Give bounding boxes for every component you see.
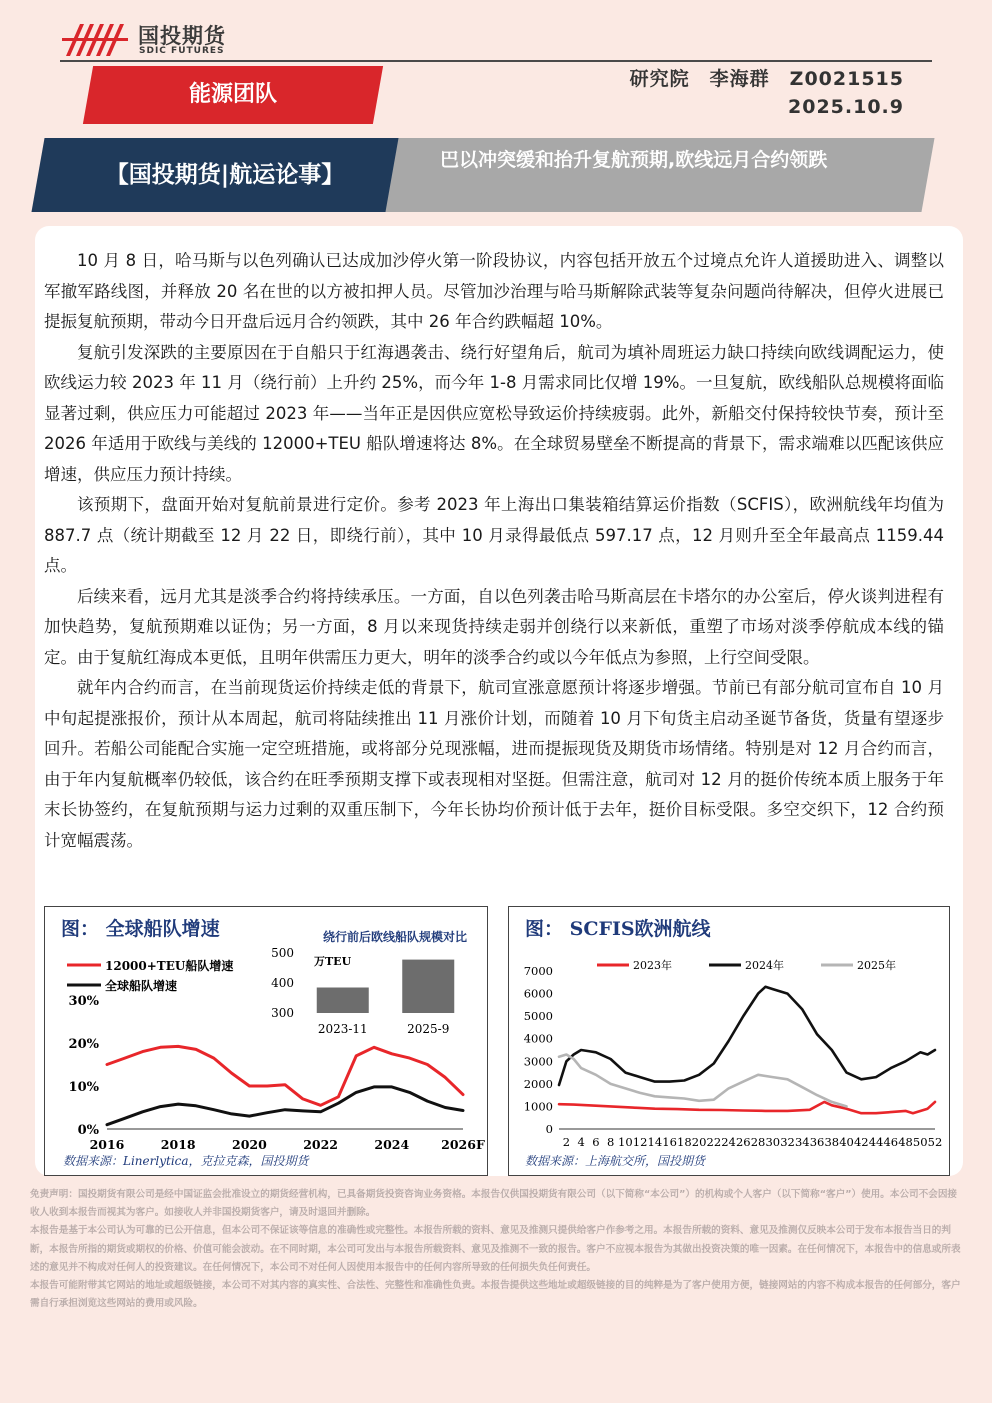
- x-tick-label: 2: [562, 1135, 571, 1149]
- company-logo: [62, 20, 262, 60]
- paragraph: 就年内合约而言，在当前现货运价持续走低的背景下，航司宣涨意愿预计将逐步增强。节前已有部分航司宣布自 10 月中旬起提涨报价，预计从本周起，航司将陆续推出 11 月涨价计划，而随着 10 月下旬货主启动圣诞节备货，货量有望逐步回升。若船公司能配合实施一定空班措施，或将部分兑现涨幅，进而提振现货及期货市场情绪。特别是对 12 月合约而言，由于年内复航概率仍较低，该合约在旺季预期支撑下或表现相对坚挺。但需注意，航司对 12 月的挺价传统本质上服务于年末长协签约，在复航预期与运力过剩的双重压制下，今年长协均价预计低于去年，挺价目标受限。多空交织下，12 合约预计宽幅震荡。: [44, 678, 944, 850]
- x-tick-label: 38: [824, 1135, 840, 1149]
- series-line-1: [559, 1102, 935, 1113]
- legend-label: 2025年: [857, 959, 896, 972]
- y-tick-label: 7000: [523, 964, 553, 978]
- y-tick-label: 2000: [523, 1076, 553, 1091]
- disclaimer-paragraph: 本报告可能附带其它网站的地址或超级链接，本公司不对其内容的真实性、合法性、完整性和准确性负责。本报告提供这些地址或超级链接的目的纯粹是为了客户使用方便，链接网站的内容不构成本报告的任何部分，客户需自行承担浏览这些网站的费用或风险。: [30, 1280, 961, 1310]
- inset-x-tick-label: 2025-9: [407, 1022, 450, 1036]
- chart-source: 数据来源：上海航交所，国投期货: [525, 1154, 706, 1168]
- series-line-2: [107, 1087, 463, 1125]
- x-tick-label: 20: [691, 1135, 707, 1149]
- x-tick-label: 6: [592, 1135, 600, 1149]
- disclaimer: [30, 1186, 966, 1313]
- x-tick-label: 22: [706, 1135, 722, 1149]
- y-tick-label: 4000: [523, 1031, 553, 1046]
- x-tick-label: 8: [606, 1135, 615, 1149]
- paragraph: 后续来看，远月尤其是淡季合约将持续承压。一方面，自以色列袭击哈马斯高层在卡塔尔的办公室后，停火谈判进程有加快趋势，复航预期难以证伪；另一方面，8 月以来现货持续走弱并创绕行以来新低，重塑了市场对淡季停航成本线的锚定。由于复航红海成本更低，且明年供需压力更大，明年的淡季合约或以今年低点为参照，上行空间受限。: [44, 586, 944, 667]
- x-tick-label: 14: [647, 1135, 663, 1149]
- legend-label: 2024年: [745, 959, 784, 972]
- x-tick-label: 50: [912, 1135, 928, 1149]
- x-tick-label: 46: [883, 1135, 899, 1149]
- disclaimer-paragraph: 本报告是基于本公司认为可靠的已公开信息，但本公司不保证该等信息的准确性或完整性。本报告所载的资料、意见及推测只提供给客户作参考之用。本报告所载的资料、意见及推测仅反映本公司于发布本报告当日的判断，本报告所指的期货或期权的价格、价值可能会波动。在不同时期，本公司可发出与本报告所载资料、意见及推测不一致的报告。客户不应视本报告为其做出投资决策的唯一因素。在任何情况下，本报告中的信息或所表述的意见并不构成对任何人的投资建议。在任何情况下，本公司不对任何人因使用本报告中的任何内容所导致的任何损失负任何责任。: [30, 1225, 961, 1273]
- report-date: 2025.10.9: [788, 96, 904, 118]
- x-tick-label: 2022: [303, 1137, 338, 1152]
- scfis-chart: [509, 907, 949, 1175]
- paragraph: 10 月 8 日，哈马斯与以色列确认已达成加沙停火第一阶段协议，内容包括开放五个过境点允许人道援助进入、调整以军撤军路线图，并释放 20 名在世的以方被扣押人员。尽管加沙治理与哈马斯解除武装等复杂问题尚待解决，但停火进展已提振复航预期，带动今日开盘后远月合约领跌，其中 26 年合约跌幅超 10%。: [44, 251, 944, 331]
- inset-y-tick-label: 300: [271, 1006, 294, 1020]
- y-tick-label: 10%: [68, 1080, 99, 1095]
- inset-x-tick-label: 2023-11: [317, 1022, 368, 1036]
- x-tick-label: 30: [765, 1135, 781, 1149]
- y-tick-label: 3000: [523, 1054, 553, 1069]
- series-line-3: [559, 1055, 847, 1107]
- x-tick-label: 2026F: [441, 1137, 485, 1152]
- y-tick-label: 20%: [68, 1037, 99, 1052]
- x-tick-label: 12: [632, 1135, 648, 1149]
- inset-unit-label: 万TEU: [314, 955, 352, 968]
- x-tick-label: 2024: [374, 1137, 410, 1152]
- x-tick-label: 40: [839, 1135, 854, 1149]
- legend-label: 全球船队增速: [105, 979, 178, 993]
- x-tick-label: 4: [577, 1135, 585, 1149]
- x-tick-label: 52: [927, 1135, 943, 1149]
- inset-bar: [402, 960, 454, 1013]
- column-title: 【国投期货|航运论事】: [105, 162, 345, 188]
- x-tick-label: 42: [853, 1135, 869, 1149]
- y-tick-label: 0%: [77, 1123, 99, 1138]
- scfis-figure: [508, 906, 950, 1176]
- series-line-2: [559, 987, 935, 1085]
- author-line: 研究院 李海群 Z0021515: [629, 68, 904, 90]
- paragraph: 复航引发深跌的主要原因在于自船只于红海遇袭击、绕行好望角后，航司为填补周班运力缺口持续向欧线调配运力，使欧线运力较 2023 年 11 月（绕行前）上升约 25%，而今年 1-8 月需求同比仅增 19%。一旦复航，欧线船队总规模将面临显著过剩，供应压力可能超过 2023 年——当年正是因供应宽松导致运价持续疲弱。此外，新船交付保持较快节奏，预计至 2026 年适用于欧线与美线的 12000+TEU 船队增速将达 8%。在全球贸易壁垒不断提高的背景下，需求端难以匹配该供应增速，供应压力预计持续。: [44, 342, 944, 484]
- paragraph: 该预期下，盘面开始对复航前景进行定价。参考 2023 年上海出口集装箱结算运价指数（SCFIS），欧洲航线年均值为 887.7 点（统计期截至 12 月 22 日，即绕行前），其中 10 月录得最低点 597.17 点，12 月则升至全年最高点 1159.44 点。: [44, 495, 944, 575]
- header-divider: [60, 60, 932, 62]
- x-tick-label: 32: [780, 1135, 795, 1149]
- y-tick-label: 5000: [523, 1009, 553, 1024]
- y-tick-label: 0: [545, 1122, 553, 1136]
- y-tick-label: 6000: [523, 986, 553, 1001]
- disclaimer-paragraph: 免责声明：国投期货有限公司是经中国证监会批准设立的期货经营机构，已具备期货投资咨询业务资格。本报告仅供国投期货有限公司（以下简称“本公司”）的机构或个人客户（以下简称“客户”）使用。本公司不会因接收人收到本报告而视其为客户。如接收人并非国投期货客户，请及时退回并删除。: [30, 1189, 958, 1219]
- y-tick-label: 30%: [68, 994, 99, 1009]
- x-tick-label: 10: [618, 1135, 633, 1149]
- x-tick-label: 2020: [232, 1137, 267, 1152]
- x-tick-label: 18: [677, 1135, 692, 1149]
- x-tick-label: 36: [809, 1135, 825, 1149]
- inset-y-tick-label: 400: [271, 976, 294, 990]
- article-body: [44, 246, 944, 856]
- chart-source: 数据来源：Linerlytica，克拉克森，国投期货: [63, 1154, 309, 1168]
- series-line-1: [107, 1046, 463, 1105]
- x-tick-label: 24: [721, 1135, 736, 1149]
- x-tick-label: 28: [750, 1135, 766, 1149]
- sdic-logo-icon: [62, 20, 130, 60]
- x-tick-label: 16: [662, 1135, 677, 1149]
- team-tag: 能源团队: [188, 82, 277, 107]
- fleet-growth-chart: [45, 907, 487, 1175]
- logo-chinese-name: 国投期货: [138, 24, 226, 48]
- inset-title: 绕行前后欧线船队规模对比: [322, 930, 468, 944]
- x-tick-label: 48: [898, 1135, 913, 1149]
- report-header: [0, 0, 992, 235]
- x-tick-label: 2018: [160, 1137, 196, 1152]
- inset-bar: [317, 988, 369, 1014]
- x-tick-label: 26: [735, 1135, 751, 1149]
- logo-english-name: SDIC FUTURES: [139, 46, 225, 56]
- x-tick-label: 44: [868, 1135, 884, 1149]
- x-tick-label: 2016: [89, 1137, 125, 1152]
- y-tick-label: 1000: [523, 1099, 553, 1114]
- legend-label: 2023年: [633, 959, 672, 972]
- legend-label: 12000+TEU船队增速: [105, 959, 234, 973]
- chart-title: 图： SCFIS欧洲航线: [525, 918, 711, 940]
- chart-title: 图： 全球船队增速: [61, 918, 220, 940]
- inset-y-tick-label: 500: [271, 946, 294, 960]
- fleet-growth-figure: [44, 906, 488, 1176]
- article-headline: 巴以冲突缓和抬升复航预期,欧线远月合约领跌: [440, 149, 828, 171]
- x-tick-label: 34: [794, 1135, 810, 1149]
